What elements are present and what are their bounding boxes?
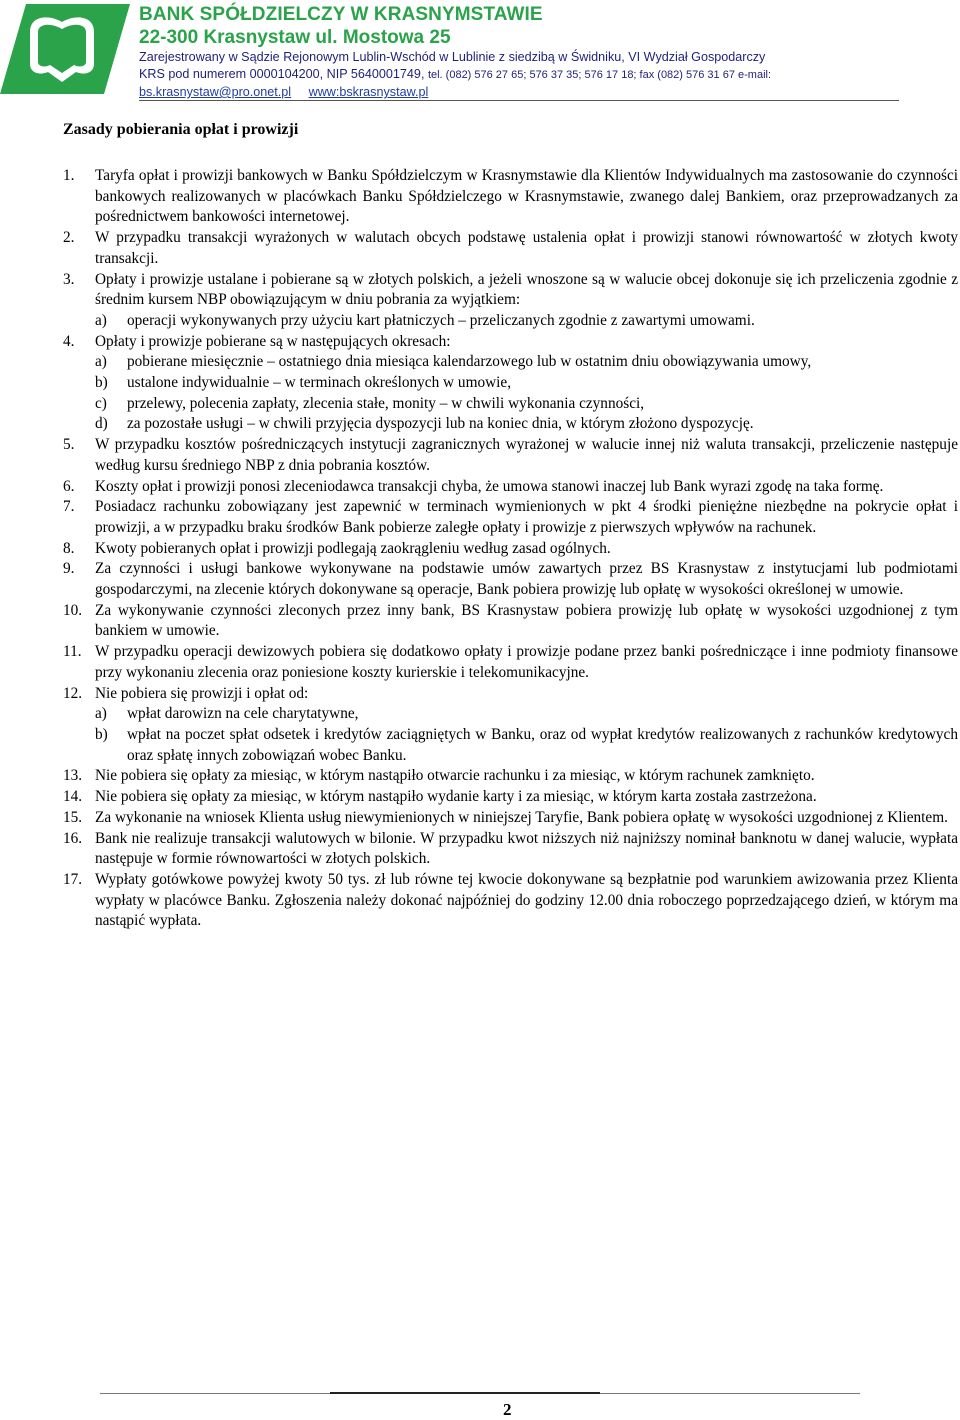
- rule-text: Opłaty i prowizje ustalane i pobierane są w złotych polskich, a jeżeli wnoszone są w walucie obcej dokonuje się ich przeliczenia zgodnie z średnim kursem NBP obowiązującym w dniu pobrania za wyjątkiem:: [95, 270, 958, 309]
- rule-item: [63, 870, 958, 932]
- subitem-letter: a): [95, 705, 107, 723]
- contact-line: [139, 67, 771, 81]
- website-link[interactable]: www:bskrasnystaw.pl: [308, 85, 429, 99]
- rule-item: [63, 228, 958, 269]
- rule-subitem: [95, 373, 958, 394]
- subitem-letter: a): [95, 311, 107, 329]
- subitem-text: wpłat darowizn na cele charytatywne,: [127, 705, 359, 723]
- rule-subitem: [95, 311, 958, 332]
- subitem-text: ustalone indywidualnie – w terminach określonych w umowie,: [127, 374, 512, 392]
- subitem-letter: c): [95, 394, 107, 412]
- rule-number: 11.: [63, 643, 82, 661]
- rule-sublist: [95, 311, 958, 332]
- phone-fax-text: tel. (082) 576 27 65; 576 37 35; 576 17 18; fax (082) 576 31 67 e-mail:: [427, 69, 772, 81]
- footer-divider-accent: [330, 1392, 600, 1394]
- subitem-letter: b): [95, 725, 108, 743]
- rule-item: [63, 559, 958, 600]
- rule-number: 4.: [63, 332, 75, 350]
- rule-number: 9.: [63, 560, 75, 578]
- letterhead: [0, 0, 960, 102]
- rule-text: Kwoty pobieranych opłat i prowizji podlegają zaokrągleniu według zasad ogólnych.: [95, 539, 611, 557]
- rule-text: Za wykonywanie czynności zleconych przez inny bank, BS Krasnystaw pobiera prowizję lub opłatę w wysokości uzgodnionej z tym bankiem w umowie.: [95, 601, 958, 640]
- registration-line: Zarejestrowany w Sądzie Rejonowym Lublin-Wschód w Lublinie z siedzibą w Świdniku, VI Wydział Gospodarczy: [139, 50, 766, 64]
- rule-item: [63, 787, 958, 808]
- page-number: 2: [503, 1400, 512, 1419]
- rule-text: Posiadacz rachunku zobowiązany jest zapewnić w terminach wymienionych w pkt 4 środki pieniężne niezbędne na pokrycie opłat i prowizji, a w przypadku braku środków Bank pobierze zaległe opłaty i prowizje z pierwszych wpływów na rachunek.: [95, 498, 958, 536]
- rule-text: Nie pobiera się opłaty za miesiąc, w którym nastąpiło otwarcie rachunku i za miesiąc, w którym rachunek zamknięto.: [95, 767, 815, 785]
- subitem-text: za pozostałe usługi – w chwili przyjęcia dyspozycji lub na koniec dnia, w którym złożono dyspozycję.: [127, 415, 754, 433]
- email-link[interactable]: bs.krasnystaw@pro.onet.pl: [139, 85, 292, 99]
- rule-item: [63, 497, 958, 538]
- rule-number: 1.: [63, 167, 75, 184]
- bank-address: 22-300 Krasnystaw ul. Mostowa 25: [139, 27, 451, 48]
- rule-number: 15.: [63, 808, 83, 826]
- rule-number: 14.: [63, 788, 83, 806]
- subitem-text: wpłat na poczet spłat odsetek i kredytów zaciągniętych w Banku, oraz od wypłat kredytów realizowanych z rachunków kredytowych oraz spłatę innych zobowiązań wobec Banku.: [127, 725, 958, 764]
- rule-item: [63, 642, 958, 683]
- rule-item: [63, 766, 958, 787]
- rule-item: [63, 808, 958, 829]
- subitem-letter: b): [95, 374, 108, 392]
- subitem-text: przelewy, polecenia zapłaty, zlecenia stałe, monity – w chwili wykonania czynności,: [127, 394, 645, 412]
- rule-item: [63, 166, 958, 228]
- rule-number: 10.: [63, 601, 83, 619]
- rule-text: Wypłaty gotówkowe powyżej kwoty 50 tys. zł lub równe tej kwocie dokonywane są bezpłatnie pod warunkiem awizowania przez Klienta wypłaty w placówce Banku. Zgłoszenia należy dokonać najpóźniej do godziny 12.00 dnia roboczego poprzedzającego dzień, w którym ma nastąpić wypłata.: [95, 870, 958, 930]
- rule-text: Bank nie realizuje transakcji walutowych w bilonie. W przypadku kwot niższych niż najniższy nominał banknotu w danej walucie, wypłata następuje w formie równowartości w złotych polskich.: [95, 829, 958, 868]
- header-divider: [139, 100, 899, 101]
- subitem-letter: a): [95, 353, 107, 371]
- rule-text: Nie pobiera się opłaty za miesiąc, w którym nastąpiło wydanie karty i za miesiąc, w którym karta została zastrzeżona.: [95, 788, 817, 806]
- rule-item: [63, 539, 958, 560]
- rule-number: 5.: [63, 436, 75, 454]
- rule-text: Koszty opłat i prowizji ponosi zleceniodawca transakcji chyba, że umowa stanowi inaczej lub Bank wyrazi zgodę na taka formę.: [95, 477, 884, 495]
- rule-text: Za wykonanie na wniosek Klienta usług niewymienionych w niniejszej Taryfie, Bank pobiera opłatę w wysokości uzgodnionej z Klientem.: [95, 808, 948, 826]
- rule-text: Opłaty i prowizje pobierane są w następujących okresach:: [95, 332, 451, 350]
- rule-item: [63, 601, 958, 642]
- rule-text: W przypadku operacji dewizowych pobiera się dodatkowo opłaty i prowizje podane przez banki pośredniczące i inne podmioty finansowe przy wykonaniu zlecenia oraz poniesione koszty kurierskie i telekomunikacyjne.: [95, 643, 958, 681]
- bank-name: BANK SPÓŁDZIELCZY W KRASNYMSTAWIE: [139, 4, 543, 25]
- page-title: Zasady pobierania opłat i prowizji: [63, 121, 299, 138]
- rule-number: 17.: [63, 870, 83, 888]
- rule-number: 8.: [63, 539, 75, 557]
- rule-subitem: [95, 352, 958, 373]
- subitem-text: operacji wykonywanych przy użyciu kart płatniczych – przeliczanych zgodnie z zawartymi umowami.: [127, 311, 755, 329]
- rule-number: 3.: [63, 270, 75, 288]
- rule-number: 7.: [63, 498, 75, 516]
- rules-list: [63, 166, 958, 932]
- rule-number: 13.: [63, 767, 83, 785]
- rule-sublist: [95, 704, 958, 766]
- rule-number: 12.: [63, 684, 83, 702]
- rule-text: Za czynności i usługi bankowe wykonywane na podstawie umów zawartych przez BS Krasnystaw z instytucjami lub podmiotami gospodarczymi, na zlecenie których dokonywane są operacje, Bank pobiera prowizję lub opłatę w wysokości określonej w umowie.: [95, 560, 958, 599]
- rule-item: [63, 829, 958, 870]
- rule-subitem: [95, 394, 958, 415]
- rule-item: [63, 684, 958, 767]
- rule-number: 6.: [63, 477, 75, 495]
- subitem-letter: d): [95, 415, 108, 433]
- rule-number: 16.: [63, 829, 83, 847]
- krs-nip-text: KRS pod numerem 0000104200, NIP 5640001749,: [139, 67, 428, 81]
- rule-text: Taryfa opłat i prowizji bankowych w Banku Spółdzielczym w Krasnymstawie dla Klientów Indywidualnych ma zastosowanie do czynności bankowych realizowanych w placówkach Banku Spółdzielczego w Krasnymstawie, zwanego dalej Bankiem, oraz przeprowadzanych za pośrednictwem bankowości internetowej.: [95, 167, 958, 226]
- contact-links: [139, 85, 428, 99]
- rules-section: [63, 166, 958, 932]
- rule-item: [63, 435, 958, 476]
- rule-text: W przypadku transakcji wyrażonych w walutach obcych podstawę ustalenia opłat i prowizji stanowi równowartość w złotych kwoty transakcji.: [95, 229, 958, 267]
- bank-logo-icon: [0, 2, 130, 94]
- rule-item: [63, 332, 958, 436]
- rule-number: 2.: [63, 229, 75, 247]
- rule-subitem: [95, 725, 958, 766]
- rule-item: [63, 270, 958, 332]
- subitem-text: pobierane miesięcznie – ostatniego dnia miesiąca kalendarzowego lub w ostatnim dniu obowiązywania umowy,: [127, 353, 812, 371]
- rule-subitem: [95, 414, 958, 435]
- rule-text: W przypadku kosztów pośredniczących instytucji zagranicznych wyrażonej w walucie innej niż waluta transakcji, przeliczenie następuje według kursu średniego NBP z dnia pobrania kosztów.: [95, 436, 958, 474]
- rule-item: [63, 477, 958, 498]
- rule-sublist: [95, 352, 958, 435]
- rule-text: Nie pobiera się prowizji i opłat od:: [95, 684, 309, 702]
- rule-subitem: [95, 704, 958, 725]
